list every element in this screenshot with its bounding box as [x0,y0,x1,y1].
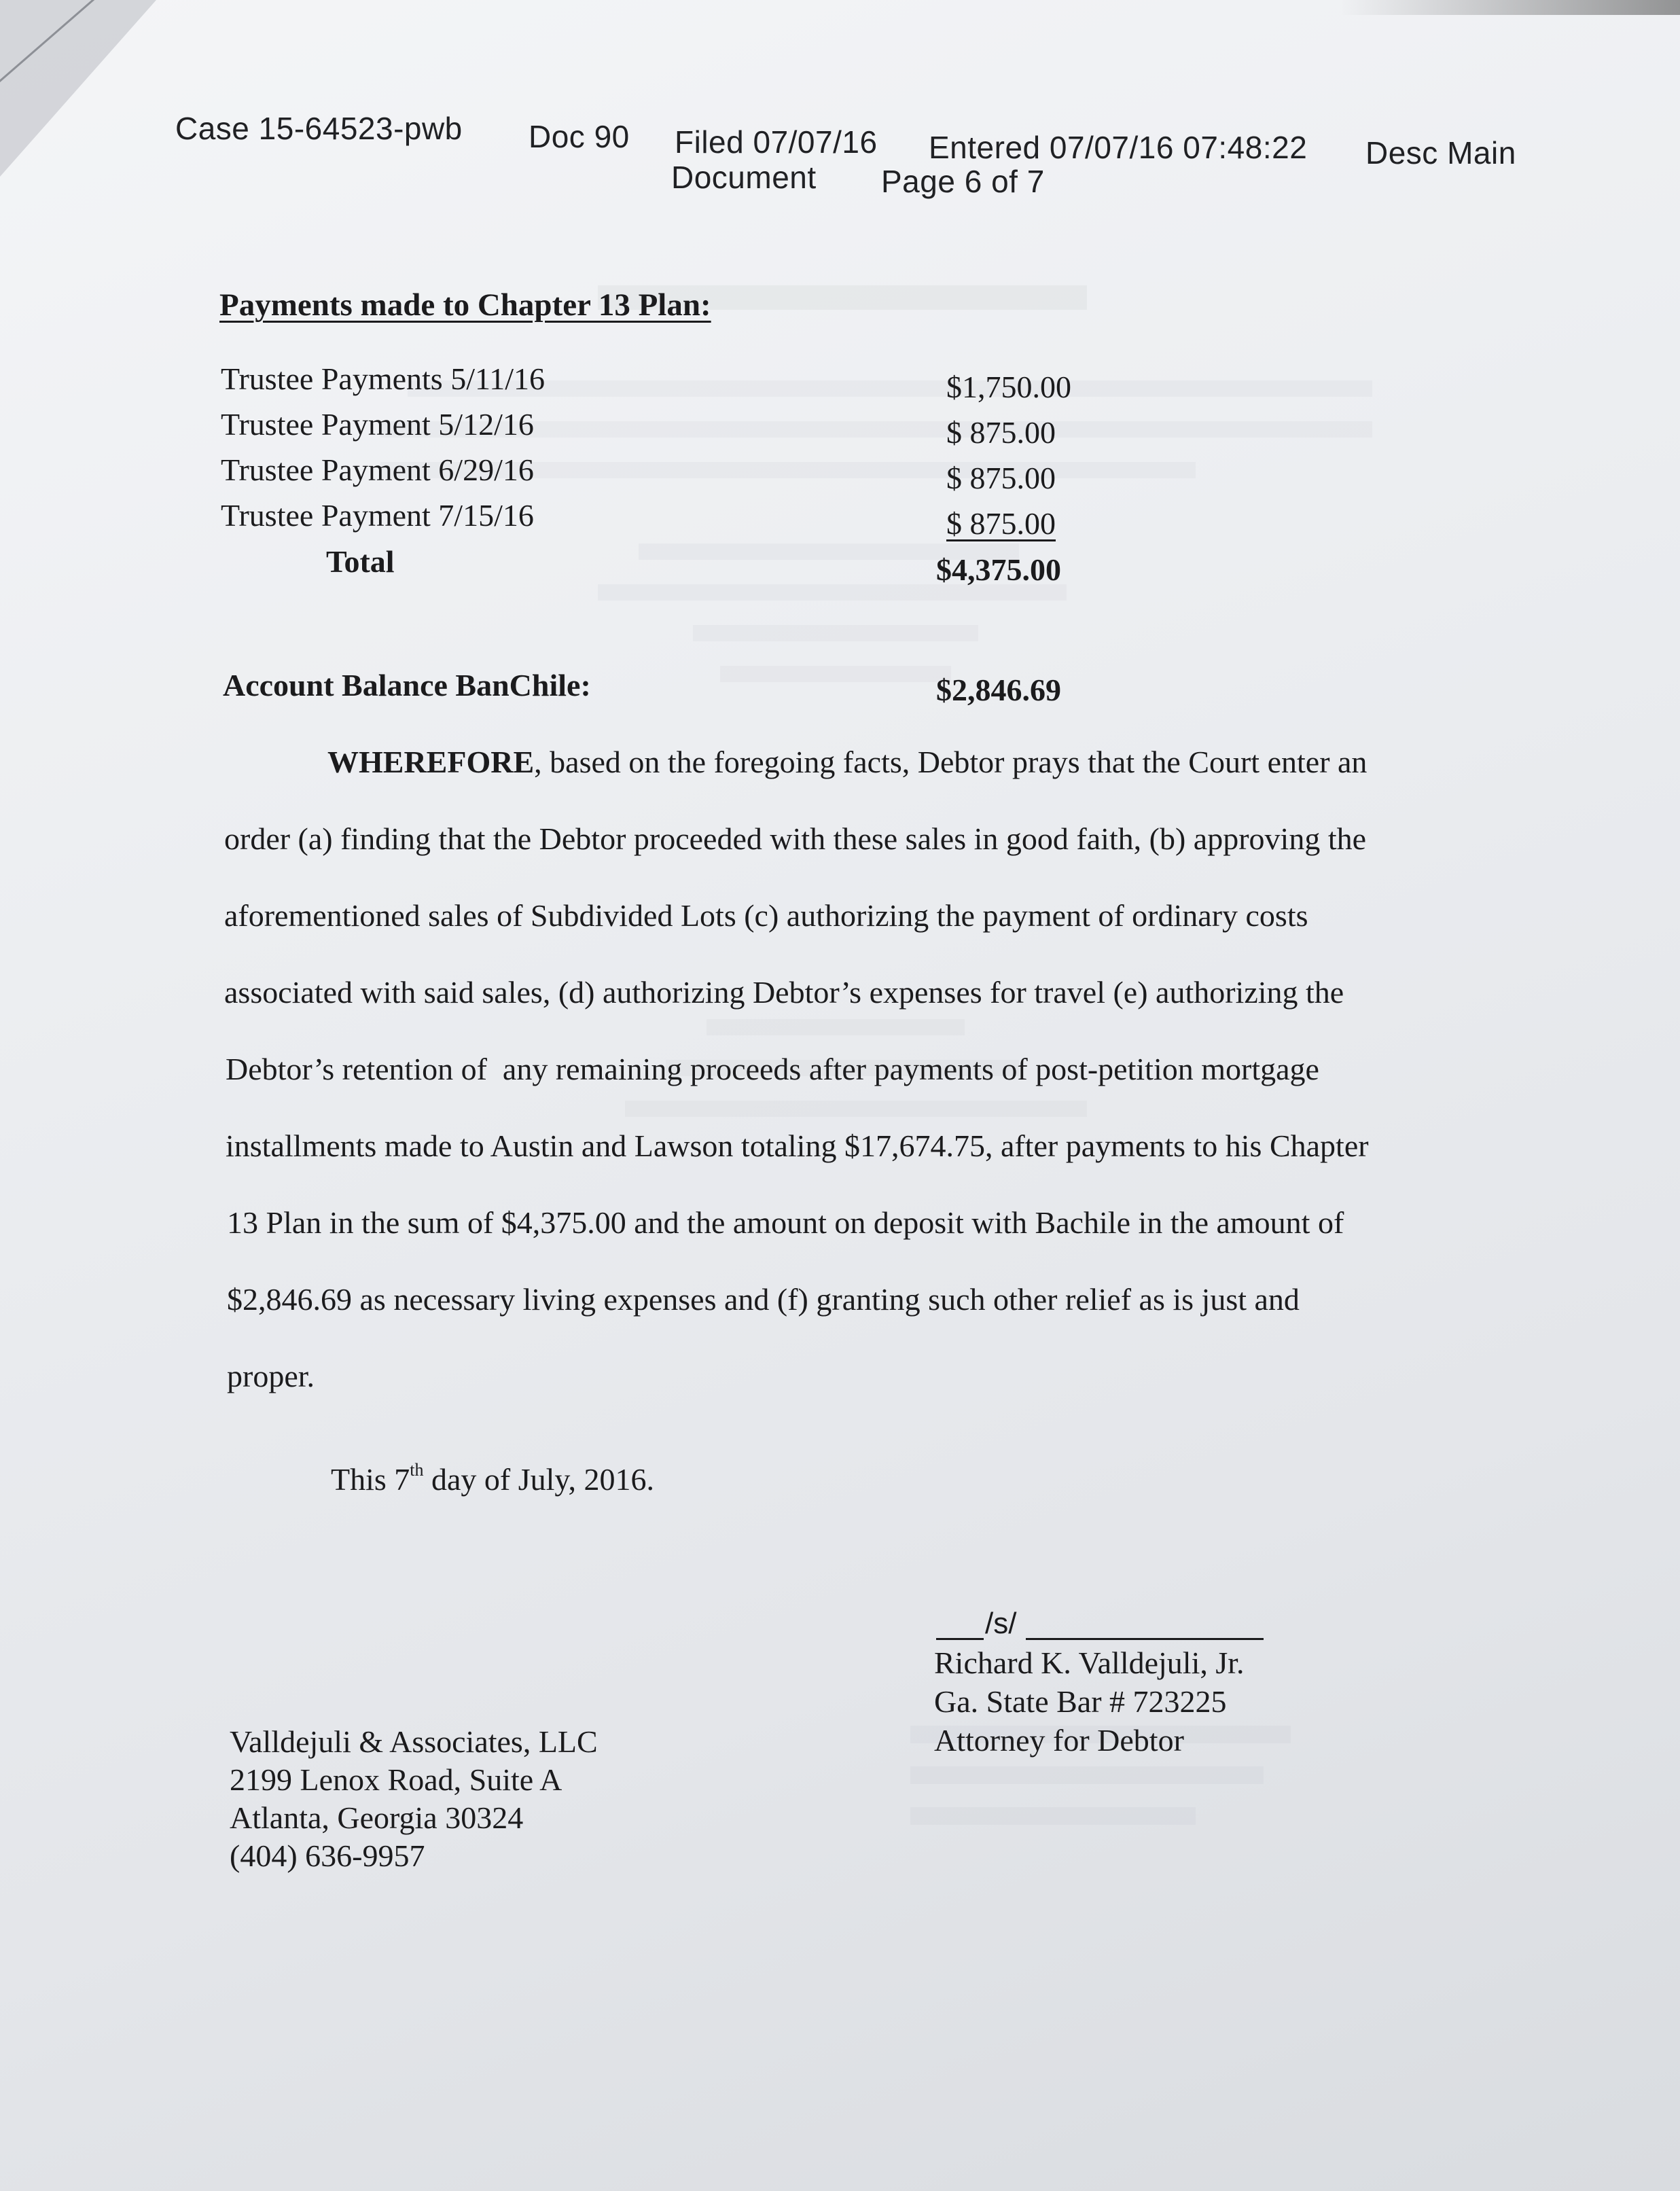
body-line-6: installments made to Austin and Lawson totaling $17,674.75, after payments to his Chapter [226,1128,1369,1163]
signature-name: Richard K. Valldejuli, Jr. [934,1645,1245,1680]
signature-mark: /s/ [985,1607,1017,1640]
payment-row-amount: $ 875.00 [946,415,1056,450]
folded-corner [0,0,156,177]
balance-amount: $2,846.69 [936,673,1061,707]
signature-line-left [936,1638,984,1640]
payments-total-label: Total [326,544,395,579]
payment-row-label: Trustee Payments 5/11/16 [221,361,546,396]
header-case-number: Case 15-64523-pwb [175,111,463,146]
header-filed-date: Filed 07/07/16 [675,124,878,160]
signature-bar-number: Ga. State Bar # 723225 [934,1684,1227,1719]
header-doc-number: Doc 90 [529,119,630,154]
header-page-number: Page 6 of 7 [881,164,1045,199]
payment-row-label: Trustee Payment 6/29/16 [221,452,534,487]
payment-row-amount: $ 875.00 [946,506,1056,541]
dated-superscript: th [410,1460,424,1480]
wherefore-keyword: WHEREFORE [327,745,535,779]
dated-suffix: day of July, 2016. [423,1462,654,1497]
dated-prefix: This 7 [331,1462,410,1497]
header-desc: Desc Main [1365,135,1516,171]
header-document-label: Document [671,160,817,195]
body-line-1 [327,747,1367,778]
signature-line-right [1026,1638,1264,1640]
firm-city: Atlanta, Georgia 30324 [230,1800,524,1835]
payment-row-label: Trustee Payment 7/15/16 [221,498,534,533]
body-line-9: proper. [227,1359,315,1393]
payment-row-amount: $ 875.00 [946,461,1056,495]
body-line-3: aforementioned sales of Subdivided Lots (c) authorizing the payment of ordinary costs [224,898,1308,933]
body-line-8: $2,846.69 as necessary living expenses and (f) granting such other relief as is just and [227,1282,1300,1317]
signature-role: Attorney for Debtor [934,1723,1184,1758]
body-line-2: order (a) finding that the Debtor proceeded with these sales in good faith, (b) approving the [224,821,1367,856]
balance-label: Account Balance BanChile: [223,668,591,702]
page-edge-shadow [1340,0,1680,15]
firm-phone: (404) 636-9957 [230,1838,425,1873]
firm-name: Valldejuli & Associates, LLC [230,1724,598,1759]
body-line-5: Debtor’s retention of any remaining proceeds after payments of post-petition mortgage [226,1052,1319,1086]
payment-row-amount: $1,750.00 [946,370,1071,404]
body-line-7: 13 Plan in the sum of $4,375.00 and the amount on deposit with Bachile in the amount of [227,1205,1344,1240]
header-entered-date: Entered 07/07/16 07:48:22 [929,130,1308,165]
dated-line [331,1460,654,1497]
firm-street: 2199 Lenox Road, Suite A [230,1762,562,1797]
body-line-1-text: , based on the foregoing facts, Debtor prays that the Court enter an [534,745,1368,779]
payments-total-amount: $4,375.00 [936,552,1061,587]
payments-heading: Payments made to Chapter 13 Plan: [219,287,711,323]
payment-row-label: Trustee Payment 5/12/16 [221,407,534,442]
body-line-4: associated with said sales, (d) authorizing Debtor’s expenses for travel (e) authorizing the [224,975,1344,1010]
